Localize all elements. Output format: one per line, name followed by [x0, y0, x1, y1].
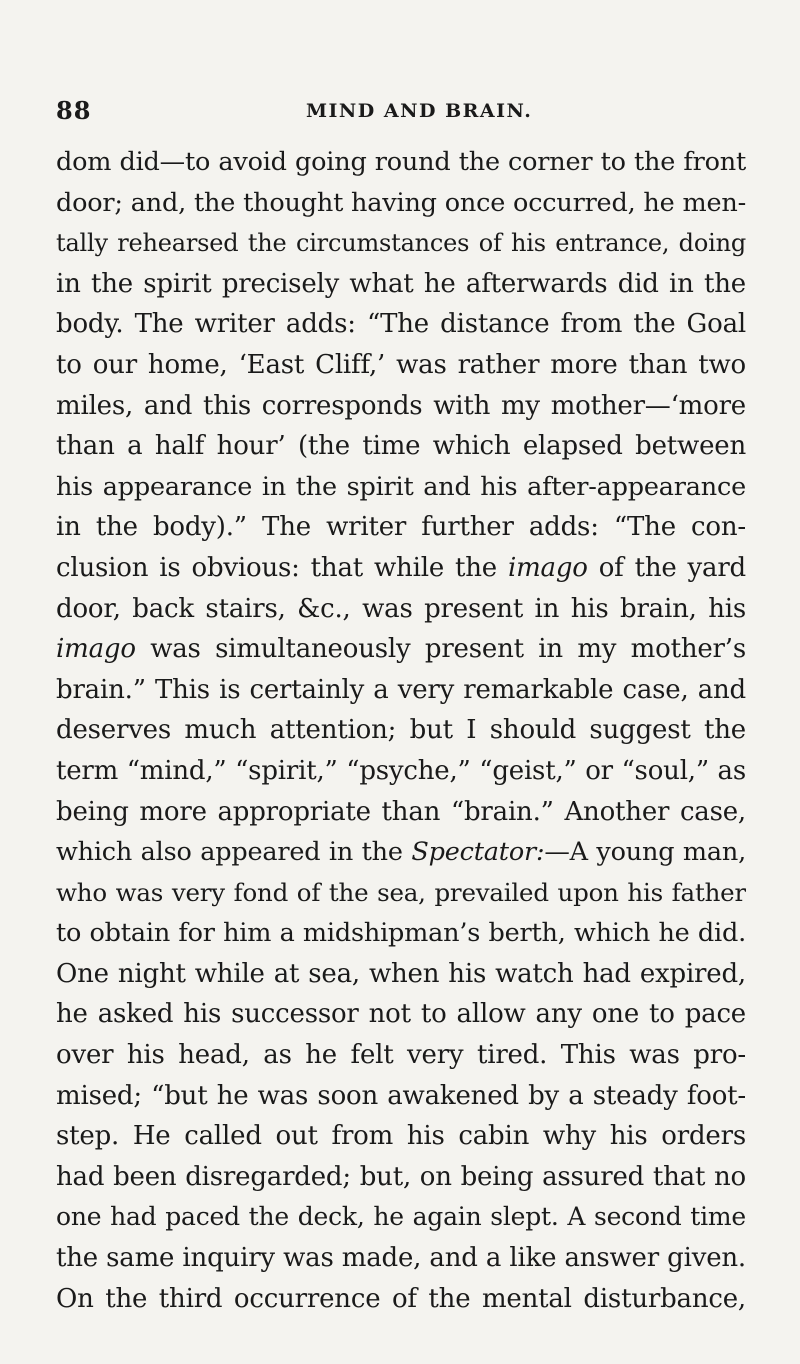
text-line: miles, and this corresponds with my mother—‘more — [56, 390, 746, 421]
text-segment: of the yard — [587, 552, 746, 583]
italic-term: imago — [56, 634, 136, 665]
page-number: 88 — [56, 96, 92, 125]
text-line: who was very fond of the sea, prevailed upon his father — [56, 877, 746, 907]
text-line: On the third occurrence of the mental disturbance, — [56, 1283, 746, 1314]
text-segment: which also appeared in the — [56, 837, 403, 868]
text-line: door; and, the thought having once occurred, he men- — [56, 187, 746, 218]
text-segment: was simultaneously present in my mother’s — [150, 634, 746, 665]
text-line: had been disregarded; but, on being assured that no — [56, 1161, 746, 1192]
italic-term: imago — [507, 552, 588, 583]
text-line: tally rehearsed the circumstances of his entrance, doing — [56, 229, 746, 258]
body-paragraph — [56, 142, 746, 1319]
text-line: step. He called out from his cabin why his orders — [56, 1121, 746, 1152]
text-line — [56, 629, 746, 670]
text-line: term “mind,” “spirit,” “psyche,” “geist,” or “soul,” as — [56, 755, 746, 786]
text-line: in the body).” The writer further adds: “The con- — [56, 512, 746, 543]
italic-term: Spectator: — [411, 837, 545, 868]
text-line: deserves much attention; but I should suggest the — [56, 715, 746, 746]
text-line: to obtain for him a midshipman’s berth, which he did. — [56, 918, 746, 949]
text-line: one had paced the deck, he again slept. A second time — [56, 1202, 746, 1232]
text-line: One night while at sea, when his watch had expired, — [56, 958, 746, 989]
text-line: over his head, as he felt very tired. This was pro- — [56, 1040, 746, 1071]
text-line: being more appropriate than “brain.” Another case, — [56, 796, 746, 827]
text-line: to our home, ‘East Cliff,’ was rather more than two — [56, 349, 746, 380]
text-line: mised; “but he was soon awakened by a steady foot- — [56, 1080, 746, 1111]
text-line — [56, 832, 746, 873]
text-line: than a half hour’ (the time which elapsed between — [56, 431, 746, 462]
text-line: body. The writer adds: “The distance from the Goal — [56, 309, 746, 340]
text-line: his appearance in the spirit and his after-appearance — [56, 471, 746, 502]
text-line — [56, 548, 746, 589]
page-header — [56, 96, 746, 126]
text-segment: clusion is obvious: that while the — [56, 552, 497, 583]
text-segment: —A young man, — [544, 837, 746, 868]
running-title: MIND AND BRAIN. — [306, 100, 533, 122]
text-line: door, back stairs, &c., was present in his brain, his — [56, 593, 746, 624]
text-line: in the spirit precisely what he afterwards did in the — [56, 268, 746, 299]
text-line: the same inquiry was made, and a like answer given. — [56, 1243, 746, 1274]
text-line: he asked his successor not to allow any one to pace — [56, 999, 746, 1030]
text-line: dom did—to avoid going round the corner to the front — [56, 147, 746, 177]
text-line: brain.” This is certainly a very remarkable case, and — [56, 674, 746, 705]
